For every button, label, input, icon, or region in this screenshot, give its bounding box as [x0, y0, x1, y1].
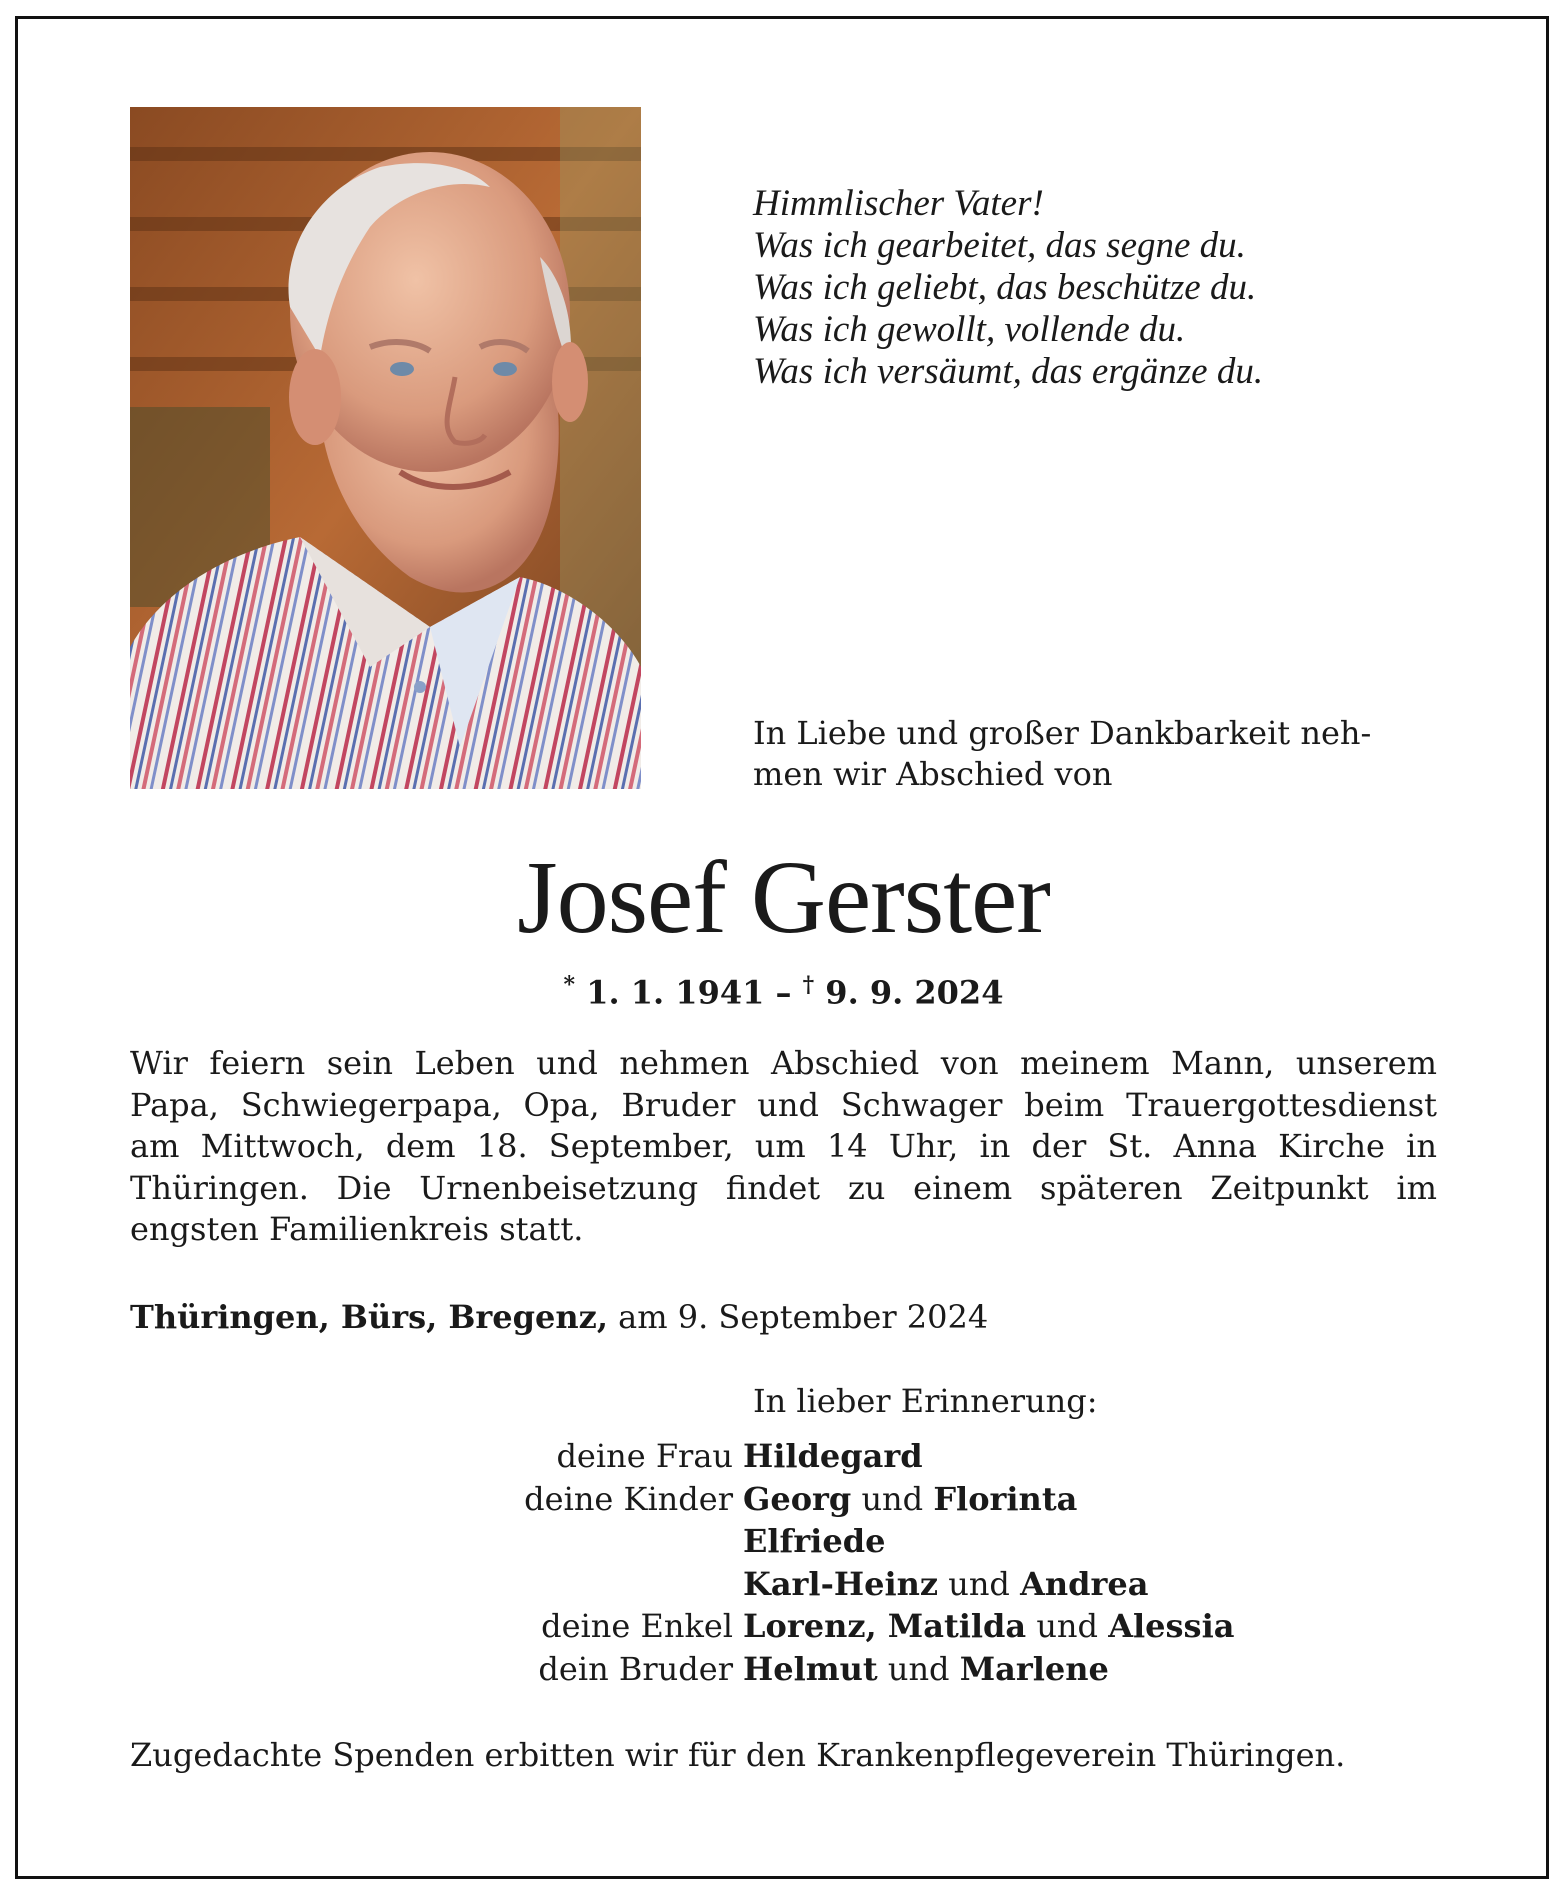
- death-date: 9. 9. 2024: [825, 973, 1004, 1012]
- intro-line: men wir Abschied von: [753, 755, 1113, 793]
- date-separator: –: [775, 973, 792, 1012]
- mourner-row: [130, 1520, 1437, 1563]
- portrait-photo: [130, 107, 641, 789]
- name-joiner: und: [1026, 1607, 1109, 1645]
- relation-label: deine Enkel: [541, 1607, 733, 1645]
- memory-heading: In lieber Erinnerung:: [753, 1382, 1098, 1420]
- mourner-row: [130, 1648, 1437, 1691]
- death-symbol: †: [802, 972, 815, 998]
- mourner-names: [743, 1605, 1234, 1648]
- funeral-announcement: [130, 1043, 1437, 1251]
- relation-label: deine Frau: [556, 1437, 733, 1475]
- place-and-date: [130, 1297, 1437, 1337]
- announcement-line: Wir feiern sein Leben und nehmen Abschied von meinem Mann, unserem: [130, 1044, 1437, 1082]
- mourner-names: [743, 1520, 885, 1563]
- announcement-date: am 9. September 2024: [607, 1298, 989, 1336]
- mourners-list: [130, 1435, 1437, 1690]
- mourner-name: Georg: [743, 1479, 852, 1518]
- name-joiner: und: [851, 1479, 934, 1518]
- mourner-name: Helmut: [743, 1649, 878, 1688]
- life-dates: [0, 965, 1567, 1013]
- mourner-row: [130, 1563, 1437, 1606]
- mourner-row: [130, 1435, 1437, 1478]
- farewell-intro: [753, 713, 1433, 795]
- mourner-name: Alessia: [1108, 1607, 1235, 1645]
- prayer-verse: [753, 183, 1473, 393]
- relation-label: dein Bruder: [538, 1649, 733, 1688]
- mourner-names: [743, 1563, 1149, 1606]
- verse-line: Was ich gewollt, vollende du.: [753, 309, 1186, 350]
- verse-line: Was ich gearbeitet, das segne du.: [753, 225, 1246, 266]
- announcement-line: Papa, Schwiegerpapa, Opa, Bruder und Schwager beim Trauergottesdienst: [130, 1085, 1437, 1124]
- relation-label: [130, 1520, 743, 1563]
- places: Thüringen, Bürs, Bregenz,: [130, 1298, 608, 1336]
- mourner-name: Florinta: [933, 1479, 1078, 1518]
- mourner-names: [743, 1648, 1109, 1691]
- mourner-name: Elfriede: [743, 1522, 886, 1560]
- birth-date: 1. 1. 1941: [586, 973, 765, 1012]
- relation-label: deine Kinder: [524, 1479, 733, 1518]
- intro-line: In Liebe und großer Dankbarkeit neh-: [753, 714, 1372, 752]
- mourner-name: Marlene: [959, 1649, 1109, 1688]
- verse-line: Himmlischer Vater!: [753, 183, 1044, 224]
- birth-symbol: *: [563, 972, 576, 998]
- deceased-name: Josef Gerster: [517, 840, 1050, 955]
- verse-line: Was ich versäumt, das ergänze du.: [753, 351, 1264, 392]
- mourner-names: [743, 1478, 1077, 1521]
- verse-line: Was ich geliebt, das beschütze du.: [753, 267, 1257, 308]
- donation-note: Zugedachte Spenden erbitten wir für den Krankenpflegeverein Thüringen.: [130, 1736, 1346, 1774]
- announcement-line: Thüringen. Die Urnenbeisetzung findet zu einem späteren Zeitpunkt im: [130, 1168, 1437, 1207]
- announcement-line: am Mittwoch, dem 18. September, um 14 Uhr, in der St. Anna Kirche in: [130, 1127, 1437, 1165]
- announcement-line: engsten Familienkreis statt.: [130, 1210, 584, 1248]
- mourner-name: Lorenz, Matilda: [743, 1607, 1027, 1645]
- name-joiner: und: [938, 1564, 1021, 1603]
- mourner-names: [743, 1435, 923, 1478]
- mourner-row: [130, 1605, 1437, 1648]
- name-joiner: und: [877, 1649, 960, 1688]
- relation-label: [130, 1563, 743, 1606]
- mourner-row: [130, 1478, 1437, 1521]
- mourner-name: Karl-Heinz: [743, 1564, 939, 1603]
- mourner-name: Andrea: [1020, 1564, 1149, 1603]
- mourner-name: Hildegard: [743, 1437, 923, 1475]
